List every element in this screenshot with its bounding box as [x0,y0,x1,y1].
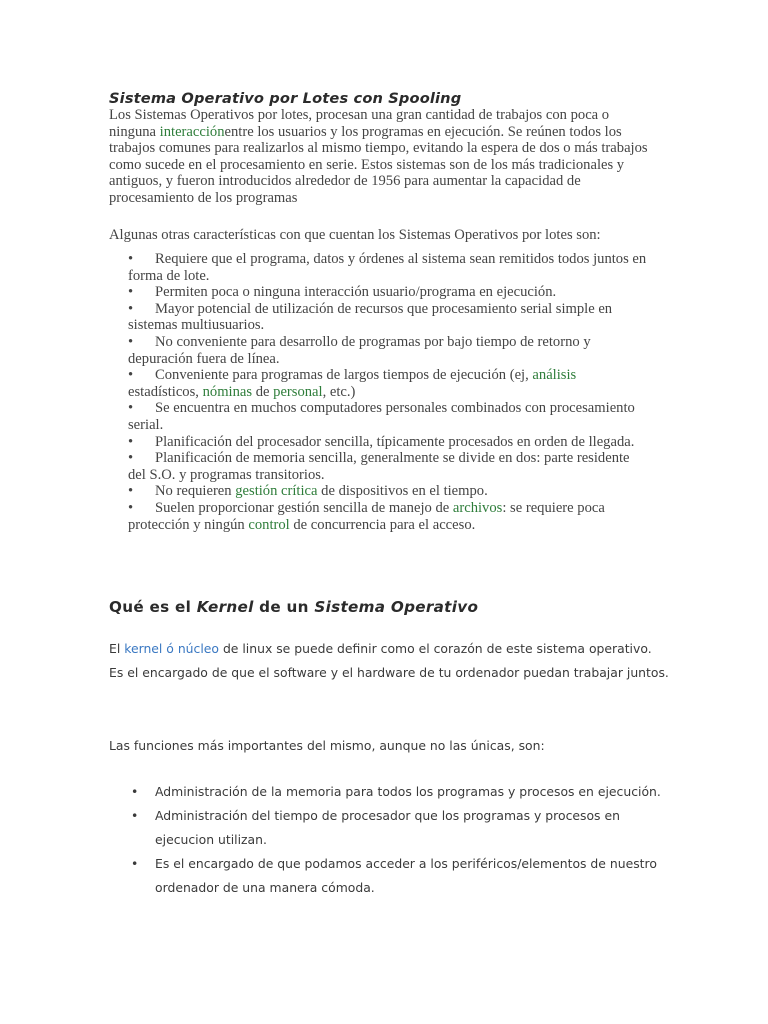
list-item [128,251,648,284]
link-archivos[interactable]: archivos [452,499,503,516]
def-text: de linux se puede definir como el corazón de este sistema operativo. Es el encargado de que el software y el hardware de tu ordenador puedan trabajar juntos. [109,641,669,680]
bullet: • [131,808,139,823]
intro-text-1: Los Sistemas Operativos por lotes, procesan una gran cantidad de trabajos con poca o ninguna [109,107,610,140]
intro-text-2: entre los usuarios y los programas en ejecución. Se reúnen todos los trabajos comunes para realizarlos al mismo tiempo, evitando la espera de dos o más trabajos como sucede en el procesamiento en serie. Estos sistemas son de los más tradicionales y antiguos, y fueron introducidos alrededor de 1956 para aumentar la capacidad de procesamiento de los programas [109,123,648,206]
bullet: • [128,367,134,384]
feature-text: Planificación del procesador sencilla, típicamente procesados en orden de llegada. [155,433,635,450]
title-text: Qué es el [109,598,197,616]
list-item [128,334,648,367]
list-item [128,434,648,451]
bullet: • [128,400,134,417]
feature-text: : se requiere poca protección y ningún [128,499,605,533]
feature-text: estadísticos, [128,383,203,400]
functions-list [128,780,668,900]
feature-text: Se encuentra en muchos computadores personales combinados con procesamiento serial. [128,400,635,433]
link-analisis[interactable]: análisis [532,367,577,384]
feature-text: Suelen proporcionar gestión sencilla de manejo de [155,499,453,516]
def-text: El [109,641,125,656]
feature-text: Permiten poca o ninguna interacción usuario/programa en ejecución. [155,284,557,301]
link-control[interactable]: control [248,516,290,533]
title-text: de un [253,598,315,616]
link-personal[interactable]: personal [273,383,323,400]
feature-text: No conveniente para desarrollo de programas por bajo tiempo de retorno y depuración fuera de línea. [128,333,591,367]
bullet: • [131,784,139,799]
functions-intro: Las funciones más importantes del mismo, aunque no las únicas, son: [109,738,545,753]
function-text: Es el encargado de que podamos acceder a los periféricos/elementos de nuestro ordenador de una manera cómoda. [155,856,657,895]
bullet: • [128,483,134,500]
feature-text: Requiere que el programa, datos y órdenes al sistema sean remitidos todos juntos en forma de lote. [128,251,647,284]
feature-text: de concurrencia para el acceso. [289,516,476,533]
feature-text: Mayor potencial de utilización de recursos que procesamiento serial simple en sistemas multiusuarios. [128,300,613,334]
title-so: Sistema Operativo [314,598,479,616]
list-item [128,500,648,533]
list-item [128,400,648,433]
bullet: • [128,499,134,516]
features-intro: Algunas otras características con que cuentan los Sistemas Operativos por lotes son: [109,227,601,243]
bullet: • [128,251,134,267]
feature-text: de dispositivos en el tiempo. [317,483,488,500]
section-title-kernel [109,598,478,616]
feature-text: No requieren [155,483,236,500]
link-interaccion[interactable]: interacción [159,123,225,140]
link-kernel-nucleo[interactable]: kernel ó núcleo [124,641,219,656]
feature-text: Planificación de memoria sencilla, generalmente se divide en dos: parte residente del S.O. y programas transitorios. [128,450,630,483]
intro-paragraph [109,107,654,207]
list-item [128,301,648,334]
bullet: • [128,300,134,317]
list-item [128,450,648,483]
features-list [128,251,648,533]
link-nominas[interactable]: nóminas [202,383,253,400]
list-item [128,804,668,852]
list-item [128,780,668,804]
link-gestion-critica[interactable]: gestión crítica [235,483,318,500]
feature-text: Conveniente para programas de largos tiempos de ejecución (ej, [155,367,533,384]
title-kernel: Kernel [196,598,254,616]
kernel-definition [109,637,669,685]
bullet: • [128,284,134,301]
feature-text: , etc.) [322,383,356,400]
feature-text: de [252,383,274,400]
bullet: • [128,450,134,467]
list-item [128,367,648,400]
list-item [128,284,648,301]
bullet: • [128,333,134,350]
bullet: • [128,433,134,450]
function-text: Administración del tiempo de procesador que los programas y procesos en ejecucion utilizan. [155,808,620,847]
list-item [128,852,668,900]
section-title-lotes: Sistema Operativo por Lotes con Spooling [109,90,462,107]
function-text: Administración de la memoria para todos los programas y procesos en ejecución. [155,784,661,799]
list-item [128,483,648,500]
bullet: • [131,856,139,871]
